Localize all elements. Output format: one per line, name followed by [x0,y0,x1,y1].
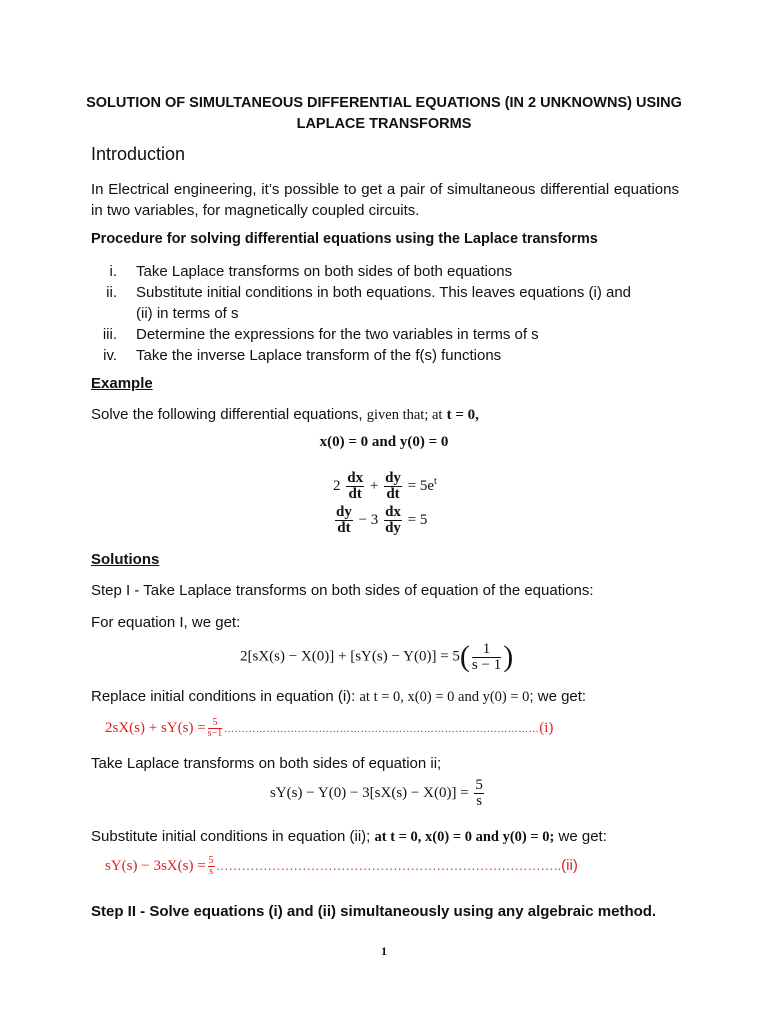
laplace-eq2-denominator: s [476,793,483,809]
paren-close: ) [503,640,514,673]
procedure-list [91,261,691,366]
eq2-fraction-denominator: dt [337,520,351,536]
list-item [91,324,691,345]
list-item [91,261,691,282]
result-i-dots: ……………………………………………………………………………… [224,723,540,735]
differential-equation-1 [333,471,437,502]
eq2-fraction-numerator: dx [385,504,401,520]
eq1-fraction-denominator: dt [386,486,400,502]
laplace-equation-1 [240,640,513,674]
step1-text: Step I - Take Laplace transforms on both sides of equation of the equations: [91,582,594,599]
for-equation-1: For equation I, we get: [91,614,241,631]
step2-text: Step II - Solve equations (i) and (ii) simultaneously using any algebraic method. [91,903,657,920]
list-item-continuation: (ii) in terms of s [136,305,239,322]
replace-condition: at t = 0, x(0) = 0 and y(0) = 0 [359,689,530,705]
initial-conditions [0,434,768,451]
eq1-rhs: = 5e [407,477,435,494]
laplace-eq2-lhs: sY(s) − Y(0) − 3[sX(s) − X(0)] = [270,784,469,801]
result-i-label: (i) [539,719,554,736]
eq1-operator: + [369,477,379,494]
eq1-fraction-dydt [384,471,402,502]
eq1-fraction-denominator: dt [348,486,362,502]
substitute-condition: at t = 0, x(0) = 0 and y(0) = 0; [374,829,555,845]
eq2-fraction-dxdy [384,505,402,536]
result-ii-dots: .……………………………………………………………………. [216,857,562,873]
replace-end: ; we get: [529,688,587,705]
example-statement [91,406,479,424]
laplace-equation-2 [270,778,486,809]
take-laplace-ii: Take Laplace transforms on both sides of equation ii; [91,755,442,772]
intro-paragraph: In Electrical engineering, it’s possible to get a pair of simultaneous differential equations in two variables, for magnetically coupled circuits. [91,181,679,219]
page-number: 1 [381,944,387,958]
eq2-fraction-denominator: dy [385,520,401,536]
title-line-1: SOLUTION OF SIMULTANEOUS DIFFERENTIAL EQUATIONS (IN 2 UNKNOWNS) USING [86,95,682,111]
example-given: given that; at [366,407,443,423]
differential-equation-2 [333,505,427,536]
laplace-eq1-denominator: s − 1 [471,656,502,673]
result-i-denominator: s−1 [207,728,223,739]
laplace-eq1-numerator: 1 [472,642,501,658]
list-item-text: Take the inverse Laplace transform of the f(s) functions [136,347,502,364]
list-item-text: Take Laplace transforms on both sides of both equations [136,263,513,280]
paren-open: ( [459,640,470,673]
example-heading: Example [91,375,153,392]
list-item-number: iv. [103,347,117,364]
solutions-heading: Solutions [91,551,160,568]
laplace-eq1-lhs: 2[sX(s) − X(0)] + [sY(s) − Y(0)] = 5 [240,648,460,665]
eq1-fraction-dxdt [346,471,364,502]
example-given-equation: t = 0, [446,407,479,423]
substitute-end: we get: [558,828,607,845]
document-title [60,93,708,135]
result-i-lhs: 2sX(s) + sY(s) = [105,719,206,736]
eq2-fraction-dydt [335,505,353,536]
result-ii-denominator: s [209,866,214,877]
eq1-fraction-numerator: dx [347,470,364,486]
result-equation-ii [105,856,578,877]
eq2-operator: − 3 [358,511,379,528]
initial-conditions-text: x(0) = 0 and y(0) = 0 [319,434,449,450]
example-text: Solve the following differential equations, [91,406,363,423]
laplace-eq2-numerator: 5 [475,777,483,793]
list-item-number: i. [109,263,117,280]
procedure-heading: Procedure for solving differential equations using the Laplace transforms [91,231,598,247]
list-item-text: Substitute initial conditions in both equations. This leaves equations (i) and [136,284,632,301]
intro-heading: Introduction [91,144,186,164]
list-item [91,345,691,366]
result-i-numerator: 5 [208,718,223,729]
replace-text: Replace initial conditions in equation (i): [91,688,356,705]
result-equation-i [105,718,553,739]
eq1-fraction-numerator: dy [385,470,401,486]
eq2-fraction-numerator: dy [336,504,352,520]
laplace-eq1-fraction [472,642,501,673]
list-item-text: Determine the expressions for the two variables in terms of s [136,326,539,343]
eq1-exponent: t [434,475,437,487]
laplace-eq2-fraction [474,778,484,809]
result-i-fraction [208,718,223,739]
substitute-text: Substitute initial conditions in equation (ii); [91,828,371,845]
result-ii-fraction [208,856,215,877]
result-ii-lhs: sY(s) − 3sX(s) = [105,857,206,874]
title-line-2: LAPLACE TRANSFORMS [296,116,472,132]
eq1-coefficient: 2 [333,477,341,494]
eq2-rhs: = 5 [407,511,428,528]
result-ii-label: (ii) [561,856,578,874]
replace-initial-conditions [91,688,586,706]
list-item-number: ii. [106,284,117,301]
list-item-number: iii. [102,326,117,343]
list-item [91,282,691,324]
substitute-initial-conditions [91,828,607,846]
result-ii-numerator: 5 [208,855,214,866]
